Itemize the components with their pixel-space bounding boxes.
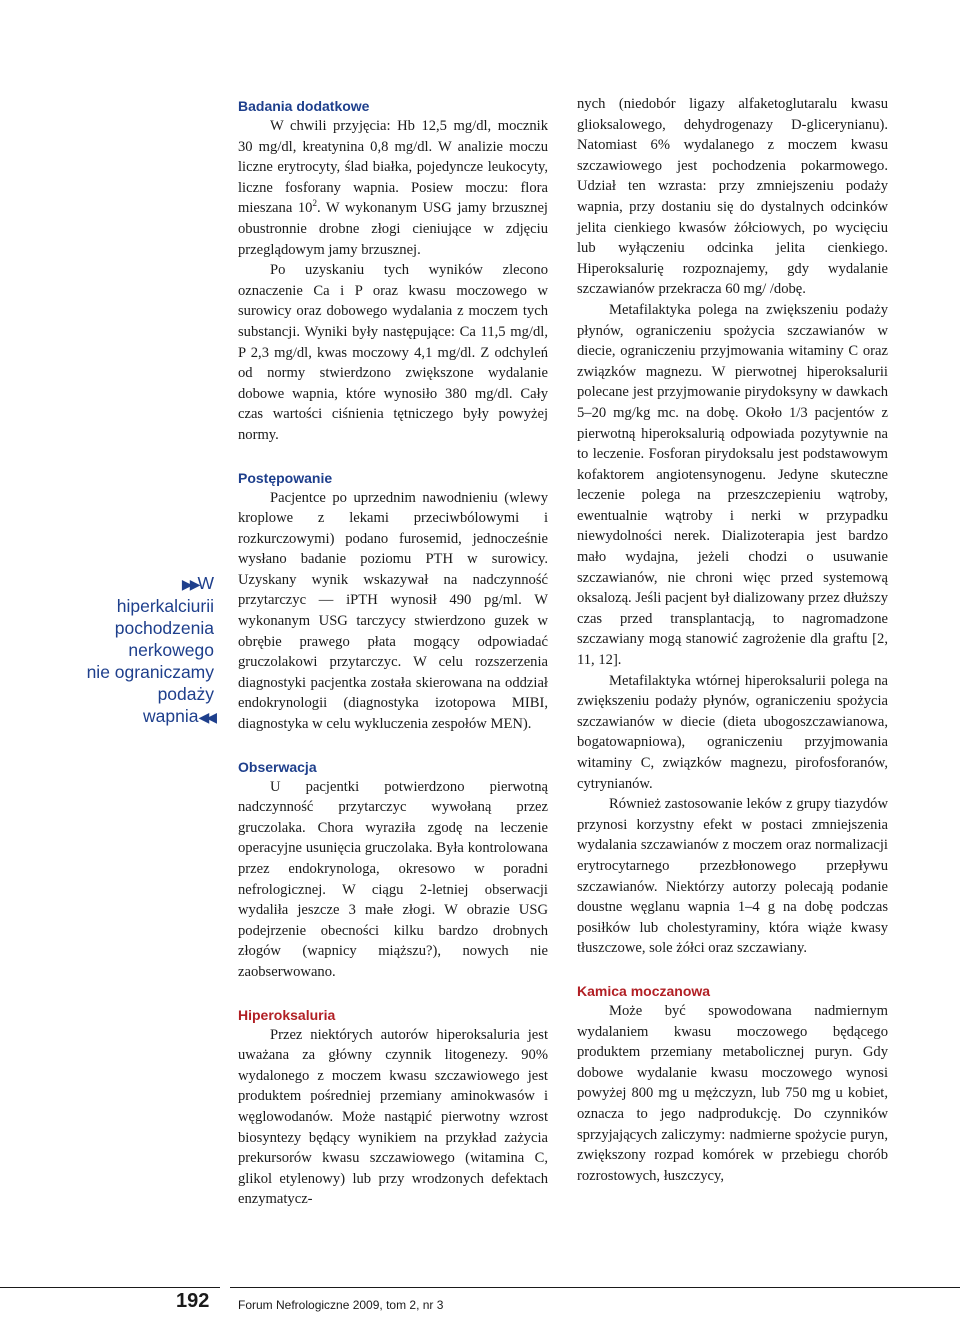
section-heading-kamica: Kamica moczanowa bbox=[577, 982, 711, 999]
paragraph: Przez niektórych autorów hiperoksaluria jest uważana za główny czynnik litogenezy. 90% wydalonego z moczem kwasu szczawiowego jest produktem pośredniej przemiany aminokwasów i węglowodanów. Może nastąpić pierwotny wzrost biosyntezy będący wynikiem na przykład zażycia prekursorów kwasu szczawiowego (witamina C, glikol etylenowy) lub przy wrodzonych defektach enzymatycz- bbox=[238, 1026, 548, 1208]
paragraph-text: W chwili przyjęcia: Hb 12,5 mg/dl, mocznik 30 mg/dl, kreatynina 0,8 mg/dl. W analizie moczu liczne erytrocyty, ślad białka, pojedyncze leukocyty, liczne fosforany wapnia. Posiew moczu: flora mieszana 10 bbox=[238, 118, 548, 217]
paragraph: Pacjentce po uprzednim nawodnieniu (wlewy kroplowe z lekami przeciwbólowymi i rozkurczowymi) podano furosemid, jednocześnie wysłano badanie poziomu PTH w surowicy. Uzyskany wynik wskazywał na nadczynność przytarczyc — iPTH wynosił 490 pg/ml. W wykonanym USG tarczycy stwierdzono guzek w obrębie prawego płata mogący odpowiadać gruczolakowi przytarczyc. W celu rozszerzenia diagnostyki pacjentka została skierowana na oddział endokrynologii (diagnostyka izotopowa MIBI, diagnostyka w celu wykluczenia zespołów MEN). bbox=[238, 489, 548, 733]
right-column bbox=[577, 94, 888, 1186]
paragraph bbox=[238, 116, 548, 260]
pull-quote-line: W hiperkalciurii bbox=[116, 573, 214, 616]
double-arrow-right-icon: ▶▶ bbox=[181, 576, 198, 592]
section-heading-hiperoksaluria: Hiperoksaluria bbox=[238, 1006, 336, 1023]
footer-divider bbox=[0, 1287, 220, 1288]
pull-quote bbox=[84, 572, 214, 728]
pull-quote-line: pochodzenia bbox=[114, 618, 214, 638]
footer-divider bbox=[230, 1287, 960, 1288]
paragraph-text: . W wykonanym USG jamy brzusznej obustronnie drobne złogi cieniujące w zdjęciu przeglądowym jamy brzusznej. bbox=[238, 200, 548, 258]
section-heading-postepowanie: Postępowanie bbox=[238, 469, 333, 486]
page-number: 192 bbox=[176, 1290, 210, 1312]
paragraph: Po uzyskaniu tych wyników zlecono oznaczenie Ca i P oraz kwasu moczowego w surowicy oraz dobowego wydalania z moczem tych substancji. Wyniki były następujące: Ca 11,5 mg/dl, P 2,3 mg/dl, kwas moczowy 4,1 mg/dl. Z odchyleń od normy stwierdzono zwiększone wydalanie dobowe wapnia, które wynosiło 380 mg/dl. Cały czas wartości ciśnienia tętniczego były powyżej normy. bbox=[238, 262, 548, 443]
section-heading-badania: Badania dodatkowe bbox=[238, 98, 370, 114]
paragraph: Może być spowodowana nadmiernym wydalaniem kwasu moczowego będącego produktem przemiany metabolicznej puryn. Gdy dobowe wydalanie kwasu moczowego wynosi powyżej 800 mg u mężczyzn, lub 750 mg u kobiet, oznacza to jego nadprodukcję. Do czynników sprzyjających zaliczymy: nadmierne spożycie puryn, zwiększony rozpad komórek w przebiegu chorób rozrostowych, łuszczycy, bbox=[577, 1002, 888, 1184]
pull-quote-line: nie ograniczamy bbox=[86, 662, 214, 682]
paragraph: Metafilaktyka polega na zwiększeniu podaży płynów, ograniczeniu spożycia szczawianów w diecie, ograniczeniu przyjmowania witaminy C oraz związków magnezu. W pierwotnej hiperoksalurii polecane jest przyjmowanie pirydoksyny w dawkach 5–20 mg/kg mc. na dobę. Około 1/3 pacjentów z pierwotną hiperoksalurią odpowiada pozytywnie na to leczenie. Fosforan pirydoksalu jest podstawowym kofaktorem angiotensynogenu. Jedyne skuteczne leczenie polega na przeszczepieniu wątroby, ewentualnie wątroby i nerki w przypadku niewydolności nerek. Dializoterapia jest bardzo mało wydajna, jeżeli chodzi o usuwanie szczawianów, nie chroni więc przed systemową oksalozą. Jeśli pacjent był dializowany przez dłuższy czas przed transplantacją, to nagromadzone szczawiany mogą stanowić zagrożenie dla graftu [2, 11, 12]. bbox=[577, 301, 888, 669]
superscript: 2 bbox=[312, 198, 317, 209]
paragraph: Metafilaktyka wtórnej hiperoksalurii polega na zwiększeniu podaży płynów, ograniczeniu spożycia szczawianów w diecie (dieta ubogoszczawianowa, bogatowapniowa), ograniczeniu przyjmowania witaminy C, związków magnezu, pirofosforanów, cytrynianów. bbox=[577, 672, 888, 792]
publication-info: Forum Nefrologiczne 2009, tom 2, nr 3 bbox=[238, 1298, 444, 1312]
double-arrow-left-icon: ◀◀ bbox=[198, 709, 214, 725]
paragraph: nych (niedobór ligazy alfaketoglutaralu kwasu glioksalowego, dehydrogenazy D-glicerynianu). Natomiast 6% wydalanego z moczem kwasu szczawiowego jest pochodzenia pokarmowego. Udział ten wzrasta: przy zmniejszeniu podaży wapnia, przy dostaniu się do dystalnych odcinków jelita cienkiego kwasów żółciowych, po wycięciu lub wyłączeniu odcinka jelita cienkiego. Hiperoksalurię rozpoznajemy, gdy wydalanie szczawianów przekracza 60 mg/ /dobę. bbox=[577, 96, 888, 298]
paragraph: Również zastosowanie leków z grupy tiazydów przynosi korzystny efekt w postaci zmniejszenia wydalania szczawianów z moczem oraz normalizacji erytrocytarnego przezbłonowego przepływu szczawianów. Niektórzy autorzy polecają podanie doustne węglanu wapnia 1–4 g na dobę podczas posiłków lub cholestyraminy, która wiąże kwasy tłuszczowe, sole żółci oraz szczawiany. bbox=[577, 796, 888, 957]
pull-quote-line: nerkowego bbox=[128, 640, 214, 660]
section-heading-obserwacja: Obserwacja bbox=[238, 758, 317, 775]
paragraph: U pacjentki potwierdzono pierwotną nadczynność przytarczyc wywołaną przez gruczolaka. Chora wyraziła zgodę na leczenie operacyjne usunięcia gruczolaka. Była kontrolowana przez endokrynologa, okresowo w poradni nefrologicznej. W ciągu 2-letniej obserwacji wydaliła jeszcze 3 małe złogi. W obrazie USG podejrzenie obecności kilku bardzo drobnych złogów (wapnicy miąższu?), nowych nie zaobserwowano. bbox=[238, 778, 548, 980]
left-column bbox=[238, 96, 548, 1210]
pull-quote-line: podaży wapnia bbox=[142, 684, 214, 726]
